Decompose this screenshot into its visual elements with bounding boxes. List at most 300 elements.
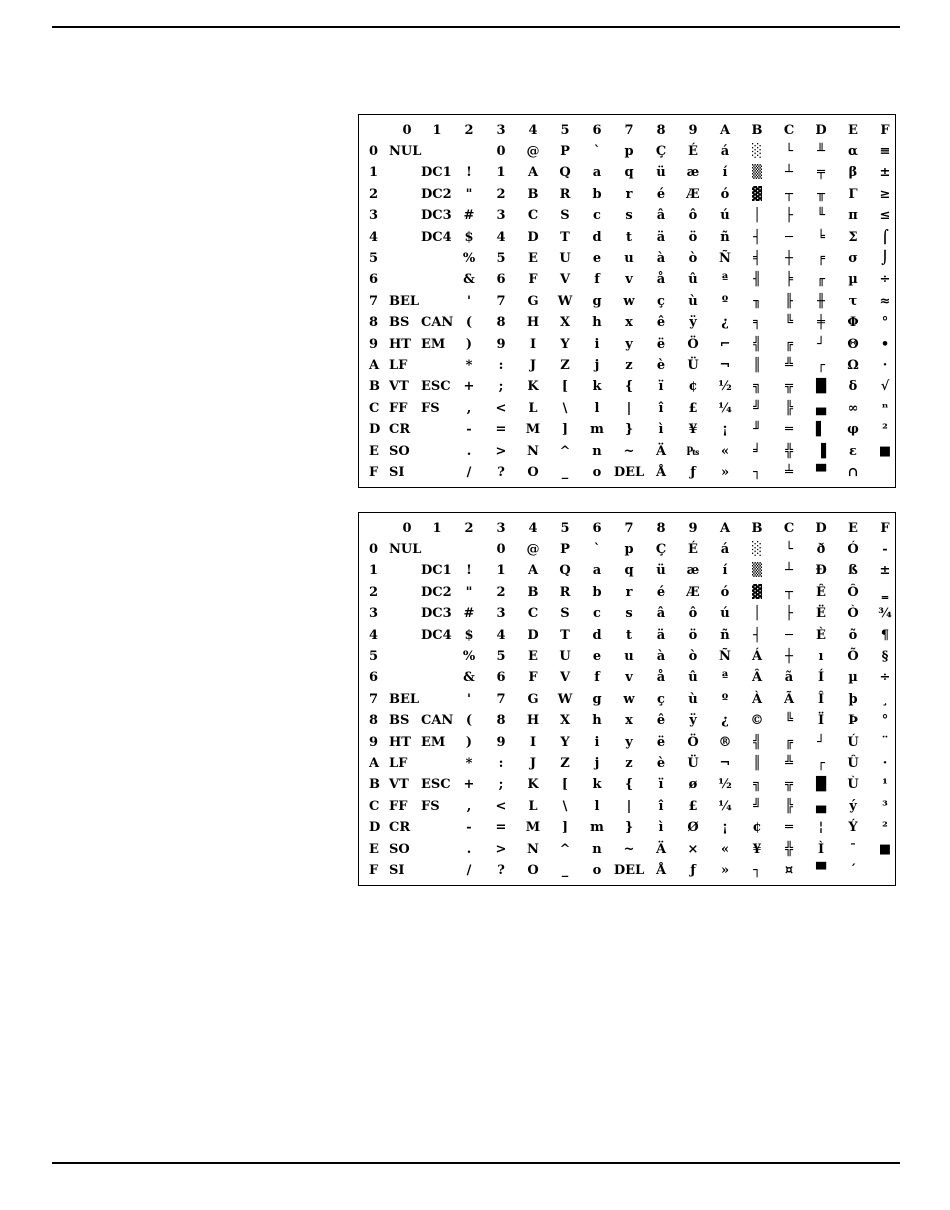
char-cell: h	[592, 315, 602, 331]
char-cell: m	[590, 422, 604, 438]
char-cell: =	[495, 422, 507, 438]
row-header: 1	[369, 165, 379, 181]
char-cell: °	[881, 713, 889, 729]
char-cell: ╔	[785, 336, 793, 352]
char-cell: ╓	[817, 272, 825, 288]
char-cell: ■	[878, 443, 892, 459]
char-cell: Φ	[847, 315, 859, 331]
column-header: B	[751, 521, 763, 536]
char-cell: D	[527, 627, 539, 643]
char-cell: g	[592, 293, 602, 309]
char-cell: ò	[688, 251, 698, 266]
char-cell: É	[688, 542, 698, 557]
char-cell: ╦	[785, 379, 793, 395]
char-cell: ¡	[722, 820, 728, 836]
char-cell: Æ	[686, 584, 700, 600]
char-cell: 4	[496, 627, 506, 643]
char-cell: '	[467, 293, 471, 309]
char-cell: ⌐	[719, 336, 731, 352]
row-header: 3	[369, 208, 379, 224]
char-cell: ©	[750, 713, 764, 729]
char-cell: L	[528, 400, 538, 416]
char-cell: ₧	[686, 443, 700, 459]
char-cell: \	[562, 798, 568, 814]
char-cell: ¬	[719, 756, 731, 771]
char-cell: ─	[785, 627, 793, 643]
row-header: C	[369, 798, 380, 814]
char-cell: ¬	[719, 358, 731, 373]
char-cell: ┤	[753, 229, 761, 245]
row-header: A	[369, 756, 380, 771]
char-cell: º	[721, 293, 729, 309]
char-cell: ≈	[879, 293, 891, 309]
char-cell: º	[721, 691, 729, 707]
char-cell: @	[526, 542, 540, 557]
char-cell: b	[592, 186, 602, 202]
control-code-cell: DC1	[421, 165, 452, 181]
char-cell: F	[528, 670, 538, 686]
row-header: 4	[369, 229, 379, 245]
char-cell: ë	[656, 336, 666, 352]
row-header: 5	[369, 251, 379, 266]
control-code-cell: BEL	[389, 691, 420, 707]
char-cell: n	[592, 841, 602, 857]
char-cell: Ä	[655, 443, 667, 459]
char-cell: }	[624, 820, 634, 836]
char-cell: ø	[688, 777, 698, 793]
column-header: F	[880, 123, 890, 138]
char-cell: ║	[753, 358, 761, 373]
char-cell: 7	[496, 293, 506, 309]
char-cell: k	[592, 777, 602, 793]
char-cell: Î	[817, 691, 825, 707]
char-cell: └	[785, 144, 793, 159]
control-code-cell: FS	[421, 798, 440, 814]
char-cell: ╕	[753, 315, 761, 331]
char-cell: ┤	[753, 627, 761, 643]
control-code-cell: DC4	[421, 229, 452, 245]
row-header: 0	[369, 542, 379, 557]
char-cell: ó	[720, 584, 730, 600]
char-cell: ▒	[752, 165, 762, 181]
char-cell: A	[527, 165, 539, 181]
char-cell: ~	[623, 443, 635, 459]
char-cell: ä	[656, 229, 666, 245]
char-cell: p	[624, 144, 634, 159]
char-cell: ¦	[818, 820, 824, 836]
char-cell: f	[594, 670, 600, 686]
char-cell: ƒ	[690, 465, 696, 480]
char-cell: B	[527, 584, 539, 600]
char-cell: ─	[785, 229, 793, 245]
char-cell: 2	[496, 186, 506, 202]
char-cell: ª	[721, 272, 729, 288]
char-cell: ┼	[785, 251, 793, 266]
char-cell: ù	[688, 691, 698, 707]
char-cell: ╡	[753, 251, 761, 266]
control-code-cell: DC3	[421, 606, 452, 622]
char-cell: ½	[718, 777, 732, 793]
column-header: 1	[432, 521, 442, 536]
char-cell: p	[624, 542, 634, 557]
char-cell: ì	[658, 422, 664, 438]
column-header: 4	[528, 521, 538, 536]
char-cell: G	[527, 293, 539, 309]
char-cell: 8	[496, 315, 506, 331]
row-header: 7	[369, 691, 379, 707]
char-cell: ,	[466, 400, 472, 416]
char-cell: Õ	[847, 649, 859, 664]
char-cell: #	[463, 208, 475, 224]
column-header: 2	[464, 521, 474, 536]
char-cell: ê	[656, 713, 666, 729]
char-cell: =	[495, 820, 507, 836]
char-cell: *	[465, 358, 473, 373]
row-header: 2	[369, 584, 379, 600]
row-header: E	[369, 443, 379, 459]
char-cell: %	[462, 251, 476, 266]
column-header: 6	[592, 521, 602, 536]
row-header: 7	[369, 293, 379, 309]
char-cell: (	[465, 315, 473, 331]
char-cell: X	[559, 713, 571, 729]
char-cell: ~	[623, 841, 635, 857]
char-cell: G	[527, 691, 539, 707]
char-cell: -	[466, 820, 472, 836]
row-header: 2	[369, 186, 379, 202]
code-page-grid-2	[359, 513, 895, 885]
char-cell: "	[465, 584, 473, 600]
char-cell: ç	[657, 293, 665, 309]
column-header: 3	[496, 123, 506, 138]
char-cell: m	[590, 820, 604, 836]
char-cell: B	[527, 186, 539, 202]
column-header: B	[751, 123, 763, 138]
char-cell: þ	[848, 691, 858, 707]
char-cell: [	[561, 777, 569, 793]
char-cell: /	[466, 863, 472, 878]
char-cell: ┴	[785, 165, 793, 181]
char-cell: £	[688, 798, 698, 814]
char-cell: 6	[496, 272, 506, 288]
char-cell: ╘	[817, 229, 825, 245]
code-page-grid-1	[359, 115, 895, 487]
char-cell: r	[625, 584, 633, 600]
char-cell: î	[658, 400, 664, 416]
char-cell: ²	[882, 820, 888, 836]
char-cell: ├	[785, 208, 793, 224]
row-header: D	[369, 422, 381, 438]
char-cell: ï	[658, 777, 664, 793]
column-header: C	[783, 521, 795, 536]
control-code-cell: LF	[389, 756, 408, 771]
char-cell: #	[463, 606, 475, 622]
char-cell: «	[720, 841, 730, 857]
char-cell: ^	[559, 841, 571, 857]
row-header: 3	[369, 606, 379, 622]
char-cell: √	[880, 379, 890, 395]
char-cell: Ð	[815, 563, 827, 579]
char-cell: ³	[882, 798, 888, 814]
char-cell: .	[466, 443, 472, 459]
char-cell: M	[525, 422, 541, 438]
char-cell: ┬	[785, 186, 793, 202]
char-cell: }	[624, 422, 634, 438]
char-cell: Q	[559, 165, 571, 181]
char-cell: ═	[785, 422, 793, 438]
char-cell: ┘	[817, 336, 825, 352]
char-cell: A	[527, 563, 539, 579]
char-cell: ?	[497, 863, 505, 878]
control-code-cell: NUL	[389, 144, 422, 159]
char-cell: ú	[720, 208, 730, 224]
control-code-cell: DC3	[421, 208, 452, 224]
column-header: 8	[656, 123, 666, 138]
char-cell: T	[560, 627, 570, 643]
char-cell: ç	[657, 691, 665, 707]
char-cell: ╩	[785, 756, 793, 771]
char-cell: @	[526, 144, 540, 159]
char-cell: ó	[720, 186, 730, 202]
char-cell: ò	[688, 649, 698, 664]
char-cell: É	[688, 144, 698, 159]
char-cell: J	[529, 756, 537, 771]
char-cell: £	[688, 400, 698, 416]
char-cell: w	[623, 293, 635, 309]
char-cell: È	[816, 627, 826, 643]
char-cell: è	[656, 358, 666, 373]
char-cell: O	[527, 465, 539, 480]
char-cell: c	[593, 208, 601, 224]
row-header: 8	[369, 713, 379, 729]
char-cell: %	[462, 649, 476, 664]
char-cell: ]	[561, 820, 569, 836]
char-cell: è	[656, 756, 666, 771]
char-cell: C	[527, 606, 539, 622]
char-cell: ╠	[785, 798, 793, 814]
column-header: D	[815, 123, 827, 138]
row-header: 1	[369, 563, 379, 579]
char-cell: &	[463, 272, 475, 288]
char-cell: ñ	[720, 627, 730, 643]
char-cell: 0	[496, 144, 506, 159]
row-header: E	[369, 841, 379, 857]
char-cell: 1	[496, 165, 506, 181]
char-cell: 9	[496, 336, 506, 352]
char-cell: Ú	[847, 734, 859, 750]
char-cell: «	[720, 443, 730, 459]
char-cell: å	[656, 272, 666, 288]
char-cell: ╒	[817, 251, 825, 266]
char-cell: x	[625, 713, 633, 729]
char-cell: │	[753, 208, 761, 224]
char-cell: )	[465, 336, 473, 352]
column-header: A	[719, 123, 731, 138]
char-cell: W	[557, 293, 573, 309]
char-cell: ⌠	[881, 229, 889, 245]
char-cell: Ë	[816, 606, 826, 622]
char-cell: |	[626, 400, 632, 416]
char-cell: >	[495, 443, 507, 459]
control-code-cell: SO	[389, 443, 410, 459]
char-cell: Ñ	[719, 649, 731, 664]
char-cell: "	[465, 186, 473, 202]
char-cell: o	[592, 863, 602, 878]
control-code-cell: FS	[421, 400, 440, 416]
control-code-cell: DC1	[421, 563, 452, 579]
char-cell: F	[528, 272, 538, 288]
char-cell: ¢	[688, 379, 698, 395]
char-cell: s	[625, 208, 633, 224]
char-cell: ã	[784, 670, 794, 686]
control-code-cell: SI	[389, 863, 405, 878]
char-cell: (	[465, 713, 473, 729]
char-cell: {	[624, 777, 634, 793]
char-cell: o	[592, 465, 602, 480]
char-cell: ƒ	[690, 863, 696, 878]
char-cell: S	[560, 606, 570, 622]
char-cell: à	[656, 251, 666, 266]
char-cell: ╗	[753, 379, 761, 395]
char-cell: V	[559, 670, 571, 686]
char-cell: └	[785, 542, 793, 557]
char-cell: b	[592, 584, 602, 600]
char-cell: ·	[882, 756, 888, 771]
char-cell: ÿ	[689, 713, 697, 729]
char-cell: i	[594, 734, 600, 750]
column-header: 3	[496, 521, 506, 536]
char-cell: 8	[496, 713, 506, 729]
char-cell: 0	[496, 542, 506, 557]
column-header: A	[719, 521, 731, 536]
row-header: 0	[369, 144, 379, 159]
char-cell: ╝	[753, 400, 761, 416]
char-cell: ╥	[817, 186, 825, 202]
char-cell: ß	[848, 563, 858, 579]
char-cell: ╧	[785, 465, 793, 480]
control-code-cell: DC2	[421, 186, 452, 202]
char-cell: ╜	[753, 422, 761, 438]
char-cell: ╝	[753, 798, 761, 814]
char-cell: s	[625, 606, 633, 622]
char-cell: °	[881, 315, 889, 331]
char-cell: -	[882, 542, 888, 557]
char-cell: <	[495, 400, 507, 416]
char-cell: û	[688, 670, 698, 686]
control-code-cell: DC4	[421, 627, 452, 643]
char-cell: ▓	[752, 584, 762, 600]
control-code-cell: FF	[389, 400, 408, 416]
char-cell: Ù	[847, 777, 859, 793]
top-rule	[52, 26, 900, 28]
char-cell: ⁿ	[881, 400, 889, 416]
control-code-cell: SI	[389, 465, 405, 480]
char-cell: ╦	[785, 777, 793, 793]
char-cell: ´	[849, 863, 857, 878]
char-cell: ^	[559, 443, 571, 459]
char-cell: q	[624, 165, 634, 181]
char-cell: ÷	[879, 670, 891, 686]
char-cell: $	[464, 229, 474, 245]
char-cell: ╢	[753, 272, 761, 288]
char-cell: ▒	[752, 563, 762, 579]
char-cell: ±	[879, 563, 891, 579]
char-cell: <	[495, 798, 507, 814]
char-cell: ¤	[784, 863, 794, 878]
char-cell: Y	[560, 336, 570, 352]
row-header: 4	[369, 627, 379, 643]
char-cell: W	[557, 691, 573, 707]
control-code-cell: HT	[389, 336, 411, 352]
control-code-cell: SO	[389, 841, 410, 857]
char-cell: ┐	[753, 863, 761, 878]
char-cell: ▐	[816, 443, 826, 459]
char-cell: -	[466, 422, 472, 438]
char-cell: L	[528, 798, 538, 814]
char-cell: '	[467, 691, 471, 707]
char-cell: ■	[878, 841, 892, 857]
char-cell: ┴	[785, 563, 793, 579]
char-cell: l	[594, 798, 600, 814]
row-header: 8	[369, 315, 379, 331]
control-code-cell: CAN	[421, 315, 454, 331]
char-cell: Â	[751, 670, 763, 686]
char-cell: Ò	[847, 606, 859, 622]
char-cell: ð	[816, 542, 826, 557]
char-cell: t	[625, 627, 633, 643]
control-code-cell: LF	[389, 358, 408, 373]
char-cell: 5	[496, 251, 506, 266]
char-cell: ▀	[816, 863, 826, 878]
char-cell: Ê	[816, 584, 826, 600]
row-header: D	[369, 820, 381, 836]
char-cell: À	[751, 691, 763, 707]
char-cell: Q	[559, 563, 571, 579]
char-cell: ô	[688, 606, 698, 622]
row-header: B	[369, 379, 380, 395]
char-cell: 5	[496, 649, 506, 664]
char-cell: Ä	[655, 841, 667, 857]
char-cell: Å	[655, 465, 667, 480]
char-cell: ▀	[816, 465, 826, 480]
char-cell: ∩	[847, 465, 859, 480]
char-cell: ý	[849, 798, 857, 814]
char-cell: ù	[688, 293, 698, 309]
char-cell: U	[559, 649, 571, 664]
char-cell: ;	[498, 379, 504, 395]
char-cell: Ñ	[719, 251, 731, 266]
char-cell: ╪	[817, 315, 825, 331]
char-cell: Ï	[817, 713, 825, 729]
column-header: D	[815, 521, 827, 536]
control-code-cell: FF	[389, 798, 408, 814]
char-cell: π	[848, 208, 858, 224]
char-cell: Ô	[847, 584, 859, 600]
char-cell: v	[625, 272, 633, 288]
char-cell: ╫	[817, 293, 825, 309]
column-header: 2	[464, 123, 474, 138]
char-cell: Ã	[783, 691, 795, 707]
char-cell: :	[498, 358, 504, 373]
char-cell: E	[528, 251, 538, 266]
char-cell: •	[880, 336, 890, 352]
char-cell: í	[722, 165, 728, 181]
control-code-cell: ESC	[421, 379, 451, 395]
char-cell: δ	[848, 379, 858, 395]
char-cell: ╟	[785, 293, 793, 309]
char-cell: \	[562, 400, 568, 416]
char-cell: ,	[466, 798, 472, 814]
